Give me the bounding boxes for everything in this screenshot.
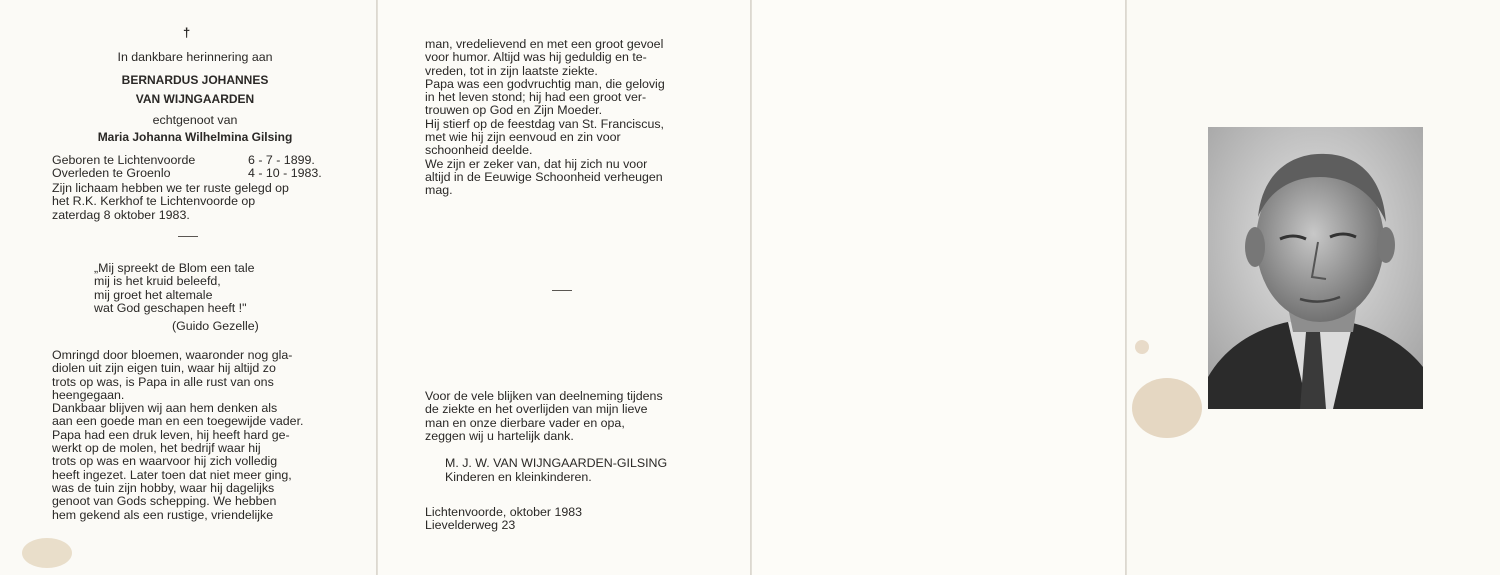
poem-author: (Guido Gezelle) [172, 319, 259, 333]
body-text-continued: man, vredelievend en met een groot gevoel voor humor. Altijd was hij geduldig en te- vreden, tot in zijn laatste ziekte. Papa was een godvruchtig man, die gelovig in het leven stond; hij had een groot ver- trouwen op God en Zijn Moeder. Hij stierf op de feestdag van St. Franciscus, met wie hij zijn eenvoud en zin voor schoonheid deelde. We zijn er zeker van, dat hij zich nu voor altijd in de Eeuwige Schoonheid verheugen mag. [425, 37, 665, 198]
burial-text: Zijn lichaam hebben we ter ruste gelegd op het R.K. Kerkhof te Lichtenvoorde op zaterdag 8 oktober 1983. [52, 181, 289, 222]
thanks-text: Voor de vele blijken van deelneming tijdens de ziekte en het overlijden van mijn lieve man en onze dierbare vader en opa, zeggen wij u hartelijk dank. [425, 389, 663, 443]
paper-stain [1132, 378, 1202, 438]
signature-name: M. J. W. VAN WIJNGAARDEN-GILSING [445, 456, 668, 470]
place-date: Lichtenvoorde, oktober 1983 [425, 505, 583, 519]
portrait-photo [1208, 127, 1423, 409]
divider-dash [552, 290, 572, 291]
deceased-name-line1: BERNARDUS JOHANNES [121, 73, 269, 87]
spouse-name: Maria Johanna Wilhelmina Gilsing [97, 130, 293, 144]
deceased-name-line2: VAN WIJNGAARDEN [135, 92, 255, 106]
died-label: Overleden te Groenlo [52, 166, 171, 180]
address: Lievelderweg 23 [425, 518, 516, 532]
signature-sub: Kinderen en kleinkinderen. [445, 470, 592, 484]
poem-text: „Mij spreekt de Blom een tale mij is het kruid beleefd, mij groet het altemale wat God geschapen heeft !" [94, 261, 255, 315]
born-label: Geboren te Lichtenvoorde [52, 153, 196, 167]
divider-dash [178, 236, 198, 237]
portrait-photo-image [1208, 127, 1423, 409]
cross-symbol: † [183, 25, 191, 40]
paper-stain [22, 538, 72, 568]
paper-stain [1135, 340, 1149, 354]
card-panel-blank [752, 0, 1125, 575]
body-text-left: Omringd door bloemen, waaronder nog gla- diolen uit zijn eigen tuin, waar hij altijd zo trots op was, is Papa in alle rust van ons heengegaan. Dankbaar blijven wij aan hem denken als aan een goede man en een toegewijde vader. Papa had een druk leven, hij heeft hard ge- werkt op de molen, het bedrijf waar hij trots op was en waarvoor hij zich volledig heeft ingezet. Later toen dat niet meer ging, was de tuin zijn hobby, waar hij dagelijks genoot van Gods schepping. We hebben hem gekend als een rustige, vriendelijke [52, 348, 304, 522]
born-date: 6 - 7 - 1899. [248, 153, 315, 167]
spouse-intro: echtgenoot van [152, 113, 238, 127]
intro-text: In dankbare herinnering aan [117, 50, 273, 64]
died-date: 4 - 10 - 1983. [248, 166, 322, 180]
